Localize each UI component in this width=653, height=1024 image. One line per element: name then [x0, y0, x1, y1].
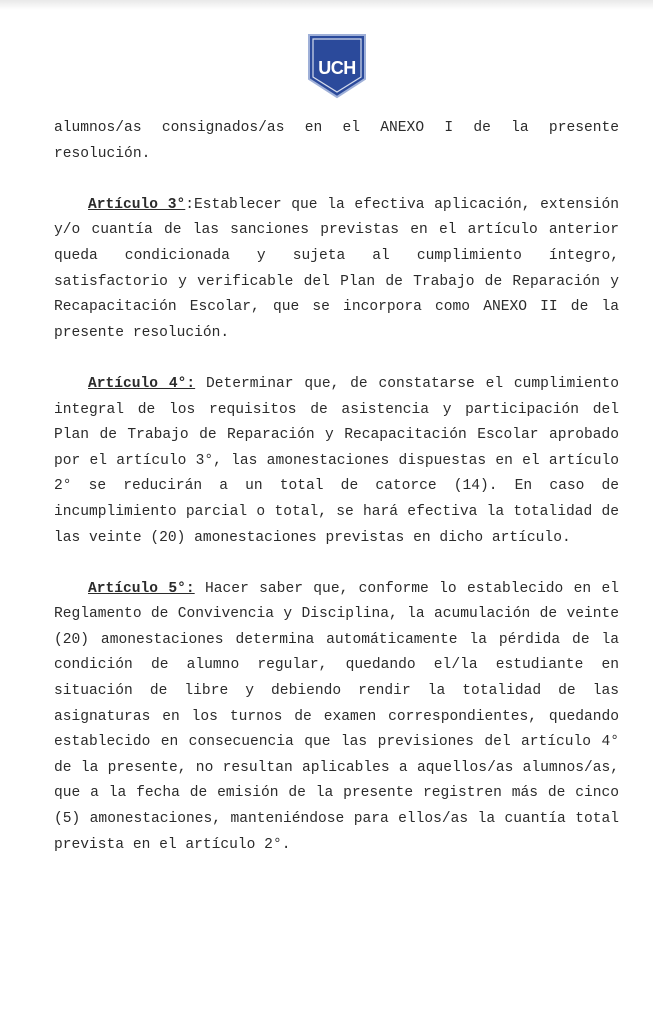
uch-logo: [306, 33, 368, 99]
page-top-shadow: [0, 0, 653, 10]
article-5-text: Hacer saber que, conforme lo establecido en el Reglamento de Convivencia y Disciplina, la acumulación de veinte (20) amonestaciones determina automáticamente la pérdida de la condición de alumno regular, quedando el/la estudiante en situación de libre y debiendo rendir la totalidad de las asignaturas en los turnos de examen correspondientes, quedando establecido en consecuencia que las previsiones del artículo 4° de la presente, no resultan aplicables a aquellos/as alumnos/as, que a la fecha de emisión de la presente registren más de cinco (5) amonestaciones, manteniéndose para ellos/as la cuantía total prevista en el artículo 2°.: [54, 580, 619, 853]
article-4-heading: Artículo 4°:: [88, 375, 196, 392]
article-5-paragraph: [54, 577, 619, 859]
intro-paragraph: alumnos/as consignados/as en el ANEXO I de la presente resolución.: [54, 120, 619, 162]
article-3-heading: Artículo 3°: [88, 196, 186, 213]
document-body: [54, 116, 619, 858]
article-3-paragraph: [54, 193, 619, 347]
article-4-paragraph: [54, 372, 619, 551]
article-5-heading: Artículo 5°:: [88, 580, 195, 597]
article-4-text: Determinar que, de constatarse el cumplimiento integral de los requisitos de asistencia y participación del Plan de Trabajo de Reparación y Recapacitación Escolar aprobado por el artículo 3°, las amonestaciones dispuestas en el artículo 2° se reducirán a un total de catorce (14). En caso de incumplimiento parcial o total, se hará efectiva la totalidad de las veinte (20) amonestaciones previstas en dicho artículo.: [54, 375, 619, 546]
article-3-text: :Establecer que la efectiva aplicación, extensión y/o cuantía de las sanciones previstas en el artículo anterior queda condicionada y sujeta al cumplimiento íntegro, satisfactorio y verificable del Plan de Trabajo de Reparación y Recapacitación Escolar, que se incorpora como ANEXO II de la presente resolución.: [54, 196, 619, 341]
logo-text: UCH: [318, 58, 356, 78]
